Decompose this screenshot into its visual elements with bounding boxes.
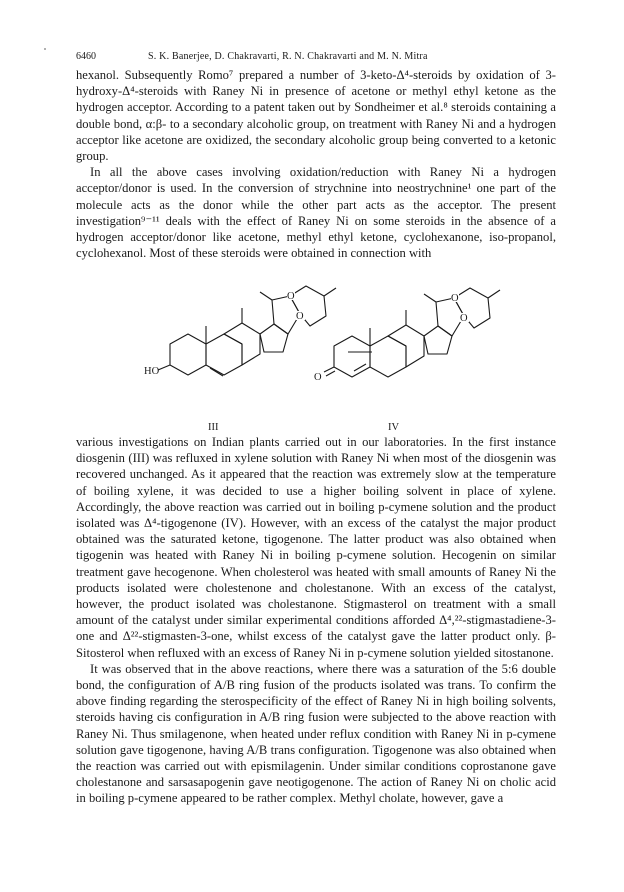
reaction-scheme <box>144 270 510 436</box>
atom-o-ring-e-iii: O <box>296 311 304 322</box>
atom-o-ring-e-iv: O <box>460 313 468 324</box>
ring-b-iv <box>370 336 406 377</box>
compound-label-iv: IV <box>388 422 400 433</box>
paragraph: In all the above cases involving oxidation/reduction with Raney Ni a hydrogen acceptor/donor is used. In the conversion of strychnine into neostrychnine¹ one part of the molecule acts as the donor while the other part acts as the acceptor. The present investigation⁹⁻¹¹ deals with the effect of Raney Ni on some steroids in the absence of a hydrogen acceptor/donor like acetone, methyl ethyl ketone, cyclohexanone, iso-propanol, cyclohexanol. Most of these steroids were obtained in connection with <box>76 165 556 261</box>
ring-a-iv <box>334 336 370 377</box>
atom-ho: HO <box>144 366 160 377</box>
ring-a-iii <box>170 334 206 375</box>
reaction-scheme-svg <box>144 270 510 436</box>
paragraph: hexanol. Subsequently Romo⁷ prepared a number of 3-keto-Δ⁴-steroids by oxidation of 3-hydroxy-Δ⁴-steroids with Raney Ni in presence of acetone or methyl ethyl ketone as the hydrogen acceptor. According to a patent taken out by Sondheimer et al.⁸ steroids containing a double bond, α:β- to a secondary alcoholic group, on treatment with Raney Ni and a hydrogen acceptor like acetone are oxidized, the secondary alcoholic group being converted to a ketonic group. <box>76 68 556 164</box>
page-number: 6460 <box>76 51 96 62</box>
ring-d-iii <box>260 324 288 352</box>
text-block-bottom <box>76 434 556 807</box>
compound-label-iii: III <box>208 422 219 433</box>
ring-c-iii <box>224 323 260 365</box>
scan-speck <box>44 48 46 50</box>
atom-o-ring-f-iv: O <box>451 293 459 304</box>
atom-o-ring-f-iii: O <box>287 291 295 302</box>
atom-o-ketone-iv: O <box>314 372 322 383</box>
running-head: S. K. Banerjee, D. Chakravarti, R. N. Chakravarti and M. N. Mitra <box>148 51 428 62</box>
page-header <box>76 50 556 64</box>
paragraph: It was observed that in the above reactions, where there was a saturation of the 5:6 double bond, the configuration of A/B ring fusion of the products isolated was trans. To confirm the above finding regarding the sterospecificity of the effect of Raney Ni in high boiling solvents, steroids having cis configuration in A/B ring fusion were subjected to the above reaction with Raney Ni. Thus smilagenone, when heated under reflux condition with Raney Ni in p-cymene solution gave tigogenone, having A/B trans configuration. Tigogenone was also obtained when the reaction was carried out with epismilagenin. Under similar conditions coprostanone gave cholestanone and sarsasapogenin gave neotigogenone. The action of Raney Ni on cholic acid in boiling p-cymene appeared to be rather complex. Methyl cholate, however, gave a <box>76 661 556 806</box>
ring-d-iv <box>424 326 452 354</box>
text-block-top <box>76 67 556 261</box>
ring-c-iv <box>388 325 424 367</box>
paragraph: various investigations on Indian plants carried out in our laboratories. In the first instance diosgenin (III) was refluxed in xylene solution with Raney Ni when most of the diosgenin was recovered unchanged. As it appeared that the reaction was extremely slow at the temperature of boiling xylene, it was decided to use a higher boiling solvent in place of xylene. Accordingly, the above reaction was carried out in boiling p-cymene solution and the product isolated was Δ⁴-tigogenone (IV). However, with an excess of the catalyst the major product obtained was the saturated ketone, tigogenone. The latter product was also obtained when tigogenin was heated with Raney Ni in boiling p-cymene solution. Hecogenin on similar treatment gave hecogenone. When cholesterol was heated with small amounts of Raney Ni the products isolated were cholestenone and cholestanone. With an excess of the catalyst, however, the product isolated was cholestanone. Stigmasterol on treatment with a small amount of the catalyst under similar experimental conditions afforded Δ⁴,²²-stigmastadiene-3-one and Δ²²-stigmasten-3-one, whilst excess of the catalyst gave the latter product only. β-Sitosterol when refluxed with an excess of Raney Ni in p-cymene solution yielded sitostanone. <box>76 435 556 660</box>
